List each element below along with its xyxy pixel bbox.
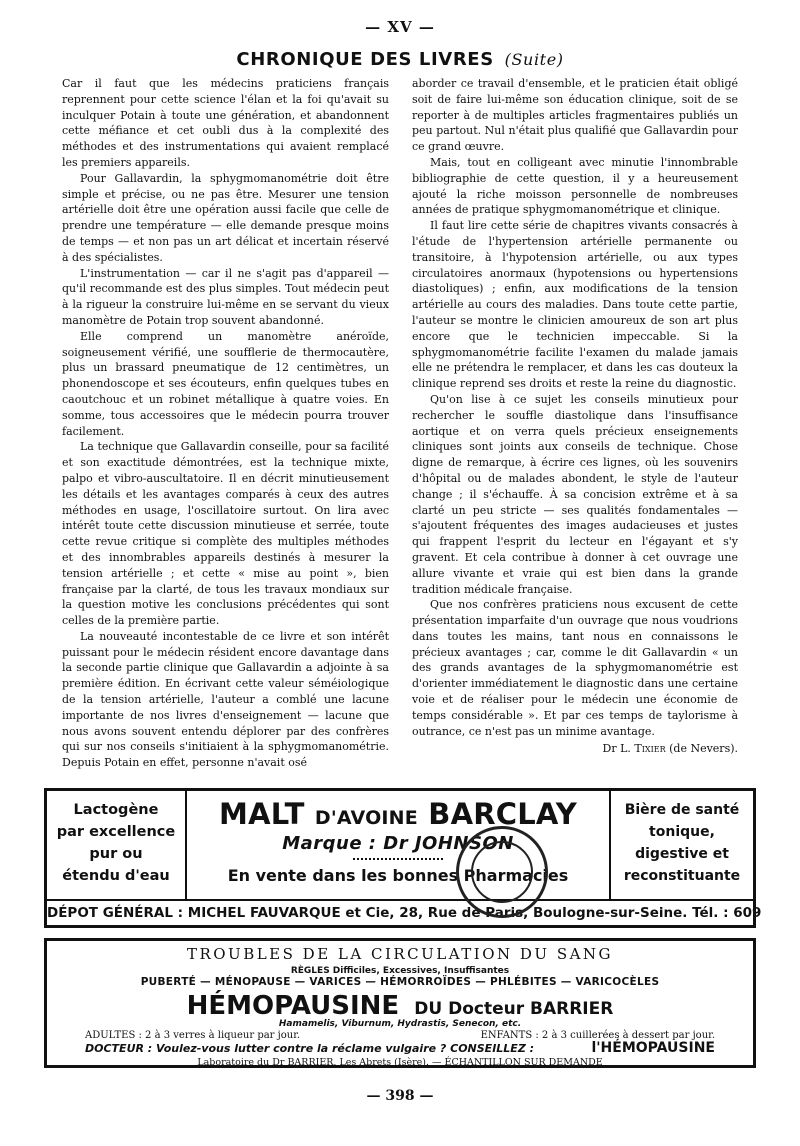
barclay-advertisement: [44, 788, 762, 928]
barclay-left-panel: [47, 791, 187, 899]
hemopausine-headline: TROUBLES DE LA CIRCULATION DU SANG: [186, 945, 614, 963]
page-number: — 398 —: [366, 1088, 434, 1104]
chronicle-suite: (Suite): [504, 50, 564, 69]
barclay-vente: En vente dans les bonnes Pharmacies: [227, 866, 569, 885]
barclay-right-line: Bière de santé: [624, 802, 740, 818]
hemopausine-brand: [47, 991, 753, 1021]
barclay-left-line: étendu d'eau: [62, 868, 170, 884]
paragraph: aborder ce travail d'ensemble, et le praticien était obligé soit de faire lui-même son éducation clinique, soit de se reporter à de multiples articles fragmentaires publiés un peu partout. Nul n'était plus qualifié que Gallavardin pour ce grand œuvre.: [412, 77, 738, 154]
docteur-question: DOCTEUR : Voulez-vous lutter contre la réclame vulgaire ? CONSEILLEZ :: [85, 1042, 535, 1055]
barclay-left-line: par excellence: [56, 824, 176, 840]
paragraph: Elle comprend un manomètre anéroïde, soigneusement vérifié, une soufflerie de thermocautère, plus un brassard pneumatique de 12 centimètres, un phonendoscope et ses écouteurs, enfin quelques tubes en caoutchouc et un robinet métallique à quatre voies. En somme, tous accessoires que le médecin pourra trouver facilement.: [62, 329, 389, 438]
docteur-brand: l'HÉMOPAUSINE: [591, 1040, 715, 1056]
chronicle-title-text: CHRONIQUE DES LIVRES: [236, 49, 494, 70]
hemopausine-regles: RÈGLES Difficiles, Excessives, Insuffisantes: [290, 966, 510, 976]
paragraph: L'instrumentation — car il ne s'agit pas d'appareil — qu'il recommande est des plus simples. Tout médecin peut à la rigueur la construire lui-même en se servant du vieux manomètre de Potain trop souvent abandonné.: [62, 266, 389, 327]
brand-barclay: BARCLAY: [428, 797, 577, 831]
paragraph: Qu'on lise à ce sujet les conseils minutieux pour rechercher le souffle diastolique dans l'insuffisance aortique et on verra quels précieux enseignements cliniques sont joints aux conseils de technique. Chose digne de remarque, à écrire ces lignes, où les souvenirs d'hôpital ou de malades abondent, le style de l'auteur change ; il s'échauffe. À sa concision extrême et à sa clarté un peu stricte — ses qualités fondamentales — s'ajoutent fréquentes des images audacieuses et justes qui frappent l'esprit du lecteur en l'égayant et s'y gravent. Et cela contribue à donner à cet ouvrage une allure vivante et vraie qui est bien dans la grande tradition médicale française.: [412, 392, 738, 596]
barclay-right-line: reconstituante: [623, 868, 741, 884]
barclay-right-panel: [609, 791, 753, 899]
hemopausine-conditions: PUBERTÉ — MÉNOPAUSE — VARICES — HÉMORROÏDES — PHLÉBITES — VARICOCÈLES: [140, 976, 660, 988]
paragraph: Mais, tout en colligeant avec minutie l'innombrable bibliographie de cette question, il y a heureusement ajouté la riche moisson personnelle de nombreuses années de pratique sphygmomanométrique et clinique.: [412, 155, 738, 217]
chronicle-title: [0, 49, 800, 70]
paragraph: La technique que Gallavardin conseille, pour sa facilité et son exactitude démontrées, est la technique mixte, palpo et vibro-auscultatoire. Il en décrit minutieusement les détails et les avantages comparés à ceux des autres méthodes en usage, l'oscillatoire surtout. On lira avec intérêt toute cette discussion minutieuse et serrée, toute cette revue critique si complète des multiples méthodes et des innombrables appareils destinés à mesurer la tension artérielle ; et cette « mise au point », bien française par la clarté, de tous les travaux mondiaux sur la question motive les conclusions précédentes qui sont celles de la première partie.: [62, 440, 389, 628]
barclay-left-line: pur ou: [89, 846, 143, 862]
signature-name: Tixier: [634, 742, 666, 756]
library-stamp-icon: [456, 826, 548, 918]
decorative-divider: [353, 856, 443, 860]
hemopausine-docteur: [85, 1042, 715, 1055]
hemopausine-brand-name: HÉMOPAUSINE: [186, 991, 400, 1021]
barclay-right-line: tonique,: [649, 824, 715, 840]
article-column-right: [412, 76, 738, 757]
hemopausine-ingredients: Hamamelis, Viburnum, Hydrastis, Senecon, etc.: [278, 1019, 522, 1029]
paragraph: Il faut lire cette série de chapitres vivants consacrés à l'étude de l'hypertension artérielle permanente ou transitoire, à l'hypotension artérielle, ou aux types circulatoires anormaux (hypotensions ou hypertensions diastoliques) ; enfin, aux modifications de la tension artérielle au cours des maladies. Dans toute cette partie, l'auteur se montre le clinicien amoureux de son art plus encore que le technicien impeccable. Si la sphygmomanométrie facilite l'examen du malade jamais elle ne prétendra le remplacer, et dans les cas douteux la clinique reprend ses droits et reste la reine du diagnostic.: [412, 219, 738, 391]
paragraph: Que nos confrères praticiens nous excusent de cette présentation imparfaite d'un ouvrage que nous voudrions dans toutes les mains, tant nous en connaissons le précieux avantages ; car, comme le dit Gallavardin « un des grands avantages de la sphygmomanométrie est d'orienter immédiatement le diagnostic dans une certaine voie et de réaliser pour le médecin une économie de temps considérable ». Et par ces temps de taylorisme à outrance, ce n'est pas un minime avantage.: [412, 598, 738, 738]
dosage-adultes: ADULTES : 2 à 3 verres à liqueur par jour.: [85, 1030, 301, 1041]
dosage-enfants: ENFANTS : 2 à 3 cuillerées à dessert par jour.: [480, 1030, 715, 1041]
hemopausine-laboratoire: Laboratoire du Dr BARRIER, Les Abrets (Isère). — ÉCHANTILLON SUR DEMANDE: [197, 1057, 603, 1068]
library-stamp-inner: [471, 841, 533, 903]
barclay-right-line: digestive et: [635, 846, 729, 862]
article-column-left: [62, 76, 389, 771]
barclay-left-line: Lactogène: [73, 802, 159, 818]
author-signature: [412, 741, 738, 757]
paragraph: La nouveauté incontestable de ce livre et son intérêt puissant pour le médecin résident encore davantage dans la seconde partie clinique que Gallavardin a adjointe à sa première édition. En écrivant cette valeur séméiologique de la tension artérielle, l'auteur a comblé une lacune importante de nos livres d'enseignement — lacune que nous avons souvent entendu déplorer par des confrères qui sur nos conseils s'initiaient à la sphygmomanométrie. Depuis Potain en effet, personne n'avait osé: [62, 629, 389, 770]
hemopausine-advertisement: [44, 938, 756, 1068]
hemopausine-brand-doctor: DU Docteur BARRIER: [414, 999, 614, 1019]
brand-malt: MALT: [219, 797, 305, 831]
brand-avoine: D'AVOINE: [314, 807, 418, 829]
roman-page-number: — XV —: [365, 18, 435, 36]
barclay-marque: Marque : Dr JOHNSON: [282, 833, 514, 854]
signature-prefix: Dr L.: [602, 742, 631, 756]
barclay-depot: DÉPOT GÉNÉRAL : MICHEL FAUVARQUE et Cie, 28, Rue de Paris, Boulogne-sur-Seine. Tél. : 609: [47, 905, 762, 921]
paragraph: Car il faut que les médecins praticiens français reprennent pour cette science l'élan et la foi qu'avait su inculquer Potain à toute une génération, et abandonnent cette méfiance et cet oubli dus à la complexité des méthodes et des instrumentations qui avaient remplacé les premiers appareils.: [62, 77, 389, 169]
barclay-top-box: [47, 791, 753, 901]
barclay-brand: [189, 797, 607, 831]
signature-place: (de Nevers).: [669, 742, 738, 756]
paragraph: Pour Gallavardin, la sphygmomanométrie doit être simple et précise, ou ne pas être. Mesurer une tension artérielle doit être une opération aussi facile que celle de prendre une température — elle demande presque moins de temps — et non pas un art délicat et incertain réservé à des spécialistes.: [62, 171, 389, 264]
